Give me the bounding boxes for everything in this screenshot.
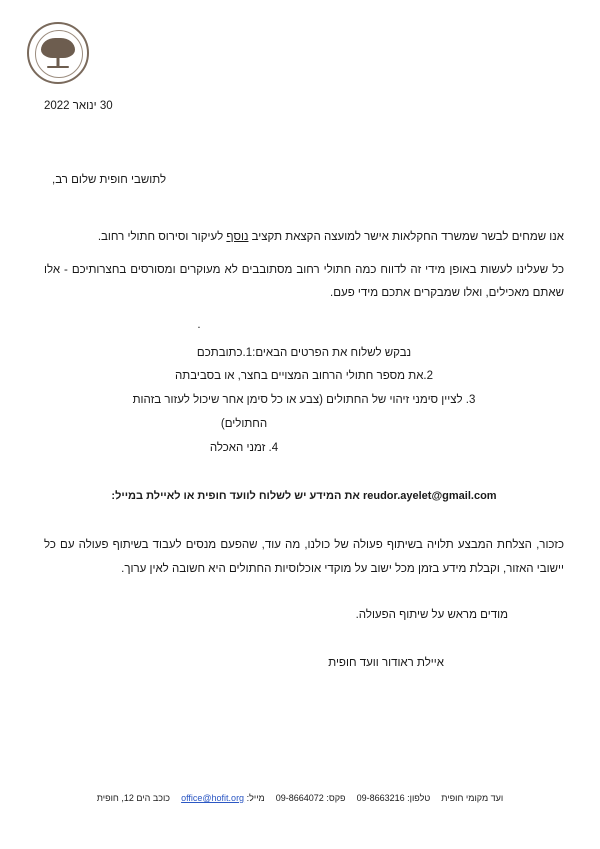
closing-paragraph: כזכור, הצלחת המבצע תלויה בשיתוף פעולה של כולנו, מה עוד, שהפעם מנסים לעבוד בשיתוף פעולה עם כל יישובי האזור, וקבלת מידע בזמן מכל ישוב על מוקדי אוכלוסיות החתולים היא חשובה לאין ערוך. (44, 538, 564, 575)
paragraph-2: כל שעלינו לעשות באופן מידי זה לדווח כמה חתולי רחוב מסתובבים לא מעוקרים ומסורסים בחצרותיכם - אלו שאתם מאכילים, ואלו שמבקרים אתכם מידי פעם. (44, 263, 564, 299)
list-item-2: 2.את מספר חתולי הרחוב המצויים בחצר, או בסביבתה (174, 370, 434, 383)
signature-line: איילת ראודור וועד חופית (328, 656, 444, 669)
footer-address: כוכב הים 12, חופית (96, 793, 171, 803)
contact-email-address[interactable]: reudor.ayelet@gmail.com (362, 489, 497, 502)
paragraph-1-underlined: נוסף (226, 230, 249, 243)
tree-icon (41, 38, 75, 58)
paragraph-1-post: לעיקור וסירוס חתולי רחוב. (97, 230, 227, 243)
footer-fax-label: פקס: (326, 793, 346, 803)
logo-ring (27, 22, 89, 84)
list-item-3-continuation: החתולים) (220, 418, 268, 431)
footer-email-link[interactable]: office@hofit.org (181, 793, 245, 803)
footer-phone: 09-8663216 (356, 793, 405, 803)
footer-phone-label: טלפון: (407, 793, 431, 803)
paragraph-1-pre: אנו שמחים לבשר שמשרד החקלאות אישר למועצה הקצאת תקציב (248, 230, 564, 243)
contact-email-line (44, 486, 564, 507)
footer-fax: 09-8664072 (275, 793, 324, 803)
list-intro: נבקש לשלוח את הפרטים הבאים:1.כתובתכם (196, 346, 412, 359)
footer-email-label: מייל: (246, 793, 265, 803)
letter-greeting: לתושבי חופית שלום רב, (52, 173, 167, 186)
thanks-line: מודים מראש על שיתוף הפעולה. (355, 608, 508, 621)
list-item-3: 3. לציין סימני זיהוי של החתולים (צבע או כל סימן אחר שיכול לעזור בזהות (132, 394, 476, 407)
letter-body (44, 96, 564, 675)
contact-email-label: את המידע יש לשלוח לוועד חופית או לאיילת במייל: (111, 489, 360, 502)
footer-org: ועד מקומי חופית (441, 793, 504, 803)
paragraph-dot: . (197, 318, 201, 331)
organization-logo (27, 22, 89, 84)
paragraph-1 (44, 226, 564, 249)
list-item-4: 4. זמני האכלה (209, 441, 279, 454)
letter-date: 30 ינואר 2022 (44, 100, 113, 112)
page-footer (0, 793, 600, 803)
